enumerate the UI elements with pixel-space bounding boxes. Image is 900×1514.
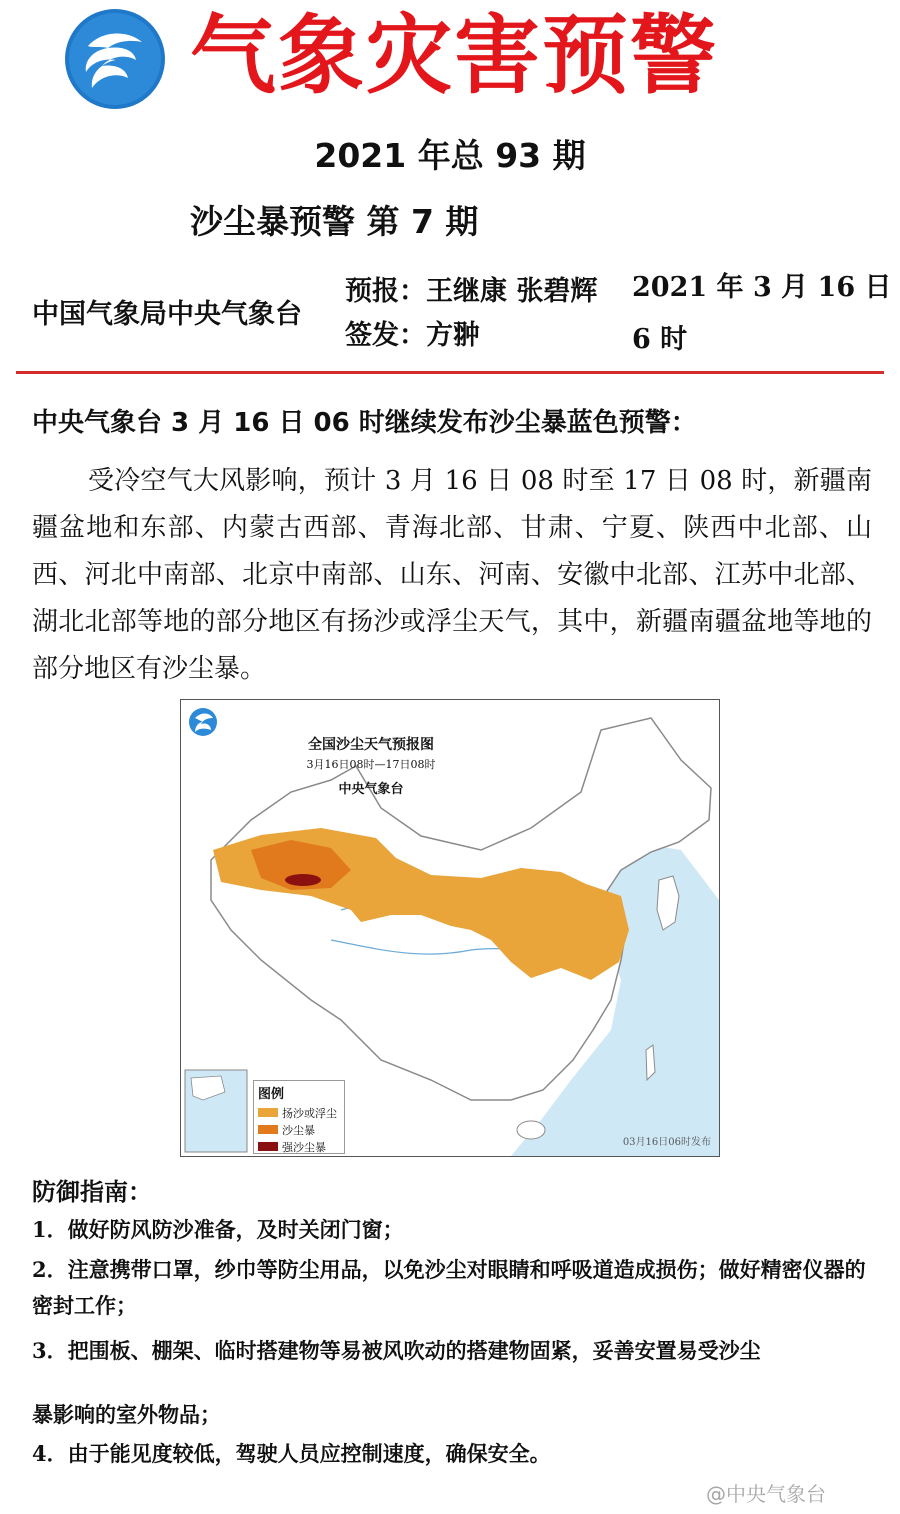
sub-issue-number: 沙尘暴预警 第 7 期	[190, 202, 479, 241]
cma-logo	[62, 6, 168, 112]
issuer: 签发：方翀	[345, 320, 480, 351]
severe-sandstorm-zone	[285, 874, 321, 886]
legend-swatch-dust	[258, 1108, 278, 1117]
legend-title: 图例	[258, 1087, 285, 1102]
legend-item: 沙尘暴	[254, 1121, 344, 1138]
bulletin-body: 受冷空气大风影响，预计 3 月 16 日 08 时至 17 日 08 时，新疆南疆盆地和东部、内蒙古西部、青海北部、甘肃、宁夏、陕西中北部、山西、河北中南部、北京中南部、山东、河南、安徽中北部、江苏中北部、湖北北部等地的部分地区有扬沙或浮尘天气，其中，新疆南疆盆地等地的部分地区有沙尘暴。	[32, 466, 872, 684]
weibo-watermark: @中央气象台	[706, 1482, 826, 1506]
bulletin-headline: 中央气象台 3 月 16 日 06 时继续发布沙尘暴蓝色预警：	[32, 408, 697, 438]
legend-swatch-sandstorm	[258, 1125, 278, 1134]
guide-item: 2．注意携带口罩，纱巾等防尘用品，以免沙尘对眼睛和呼吸道造成损伤；做好精密仪器的密封工作；	[32, 1257, 866, 1318]
map-authority: 中央气象台	[338, 782, 404, 797]
guide-title: 防御指南：	[32, 1178, 152, 1206]
issue-number: 2021 年总 93 期	[314, 136, 586, 175]
masthead-title: 气象灾害预警	[190, 5, 718, 106]
legend-swatch-severe	[258, 1142, 278, 1151]
dust-forecast-map	[180, 699, 720, 1157]
guide-item: 4．由于能见度较低，驾驶人员应控制速度，确保安全。	[32, 1441, 551, 1466]
hainan-shape	[517, 1121, 545, 1139]
map-time-range: 3月16日08时—17日08时	[306, 758, 436, 771]
map-title: 全国沙尘天气预报图	[308, 737, 434, 753]
forecast-credits	[345, 270, 597, 358]
map-legend	[253, 1080, 345, 1154]
legend-item: 扬沙或浮尘	[254, 1104, 344, 1121]
organization: 中国气象局中央气象台	[32, 299, 302, 330]
guide-item: 1．做好防风防沙准备，及时关闭门窗；	[32, 1217, 404, 1242]
header-divider	[16, 371, 884, 374]
guide-item: 暴影响的室外物品；	[32, 1402, 221, 1427]
forecaster: 预报：王继康 张碧辉	[345, 276, 598, 307]
guide-item: 3．把围板、棚架、临时搭建物等易被风吹动的搭建物固紧，妥善安置易受沙尘	[32, 1338, 761, 1363]
issue-date: 2021 年 3 月 16 日 6 时	[632, 272, 892, 355]
map-published-time: 03月16日06时发布	[622, 1137, 711, 1148]
legend-item: 强沙尘暴	[254, 1138, 344, 1155]
